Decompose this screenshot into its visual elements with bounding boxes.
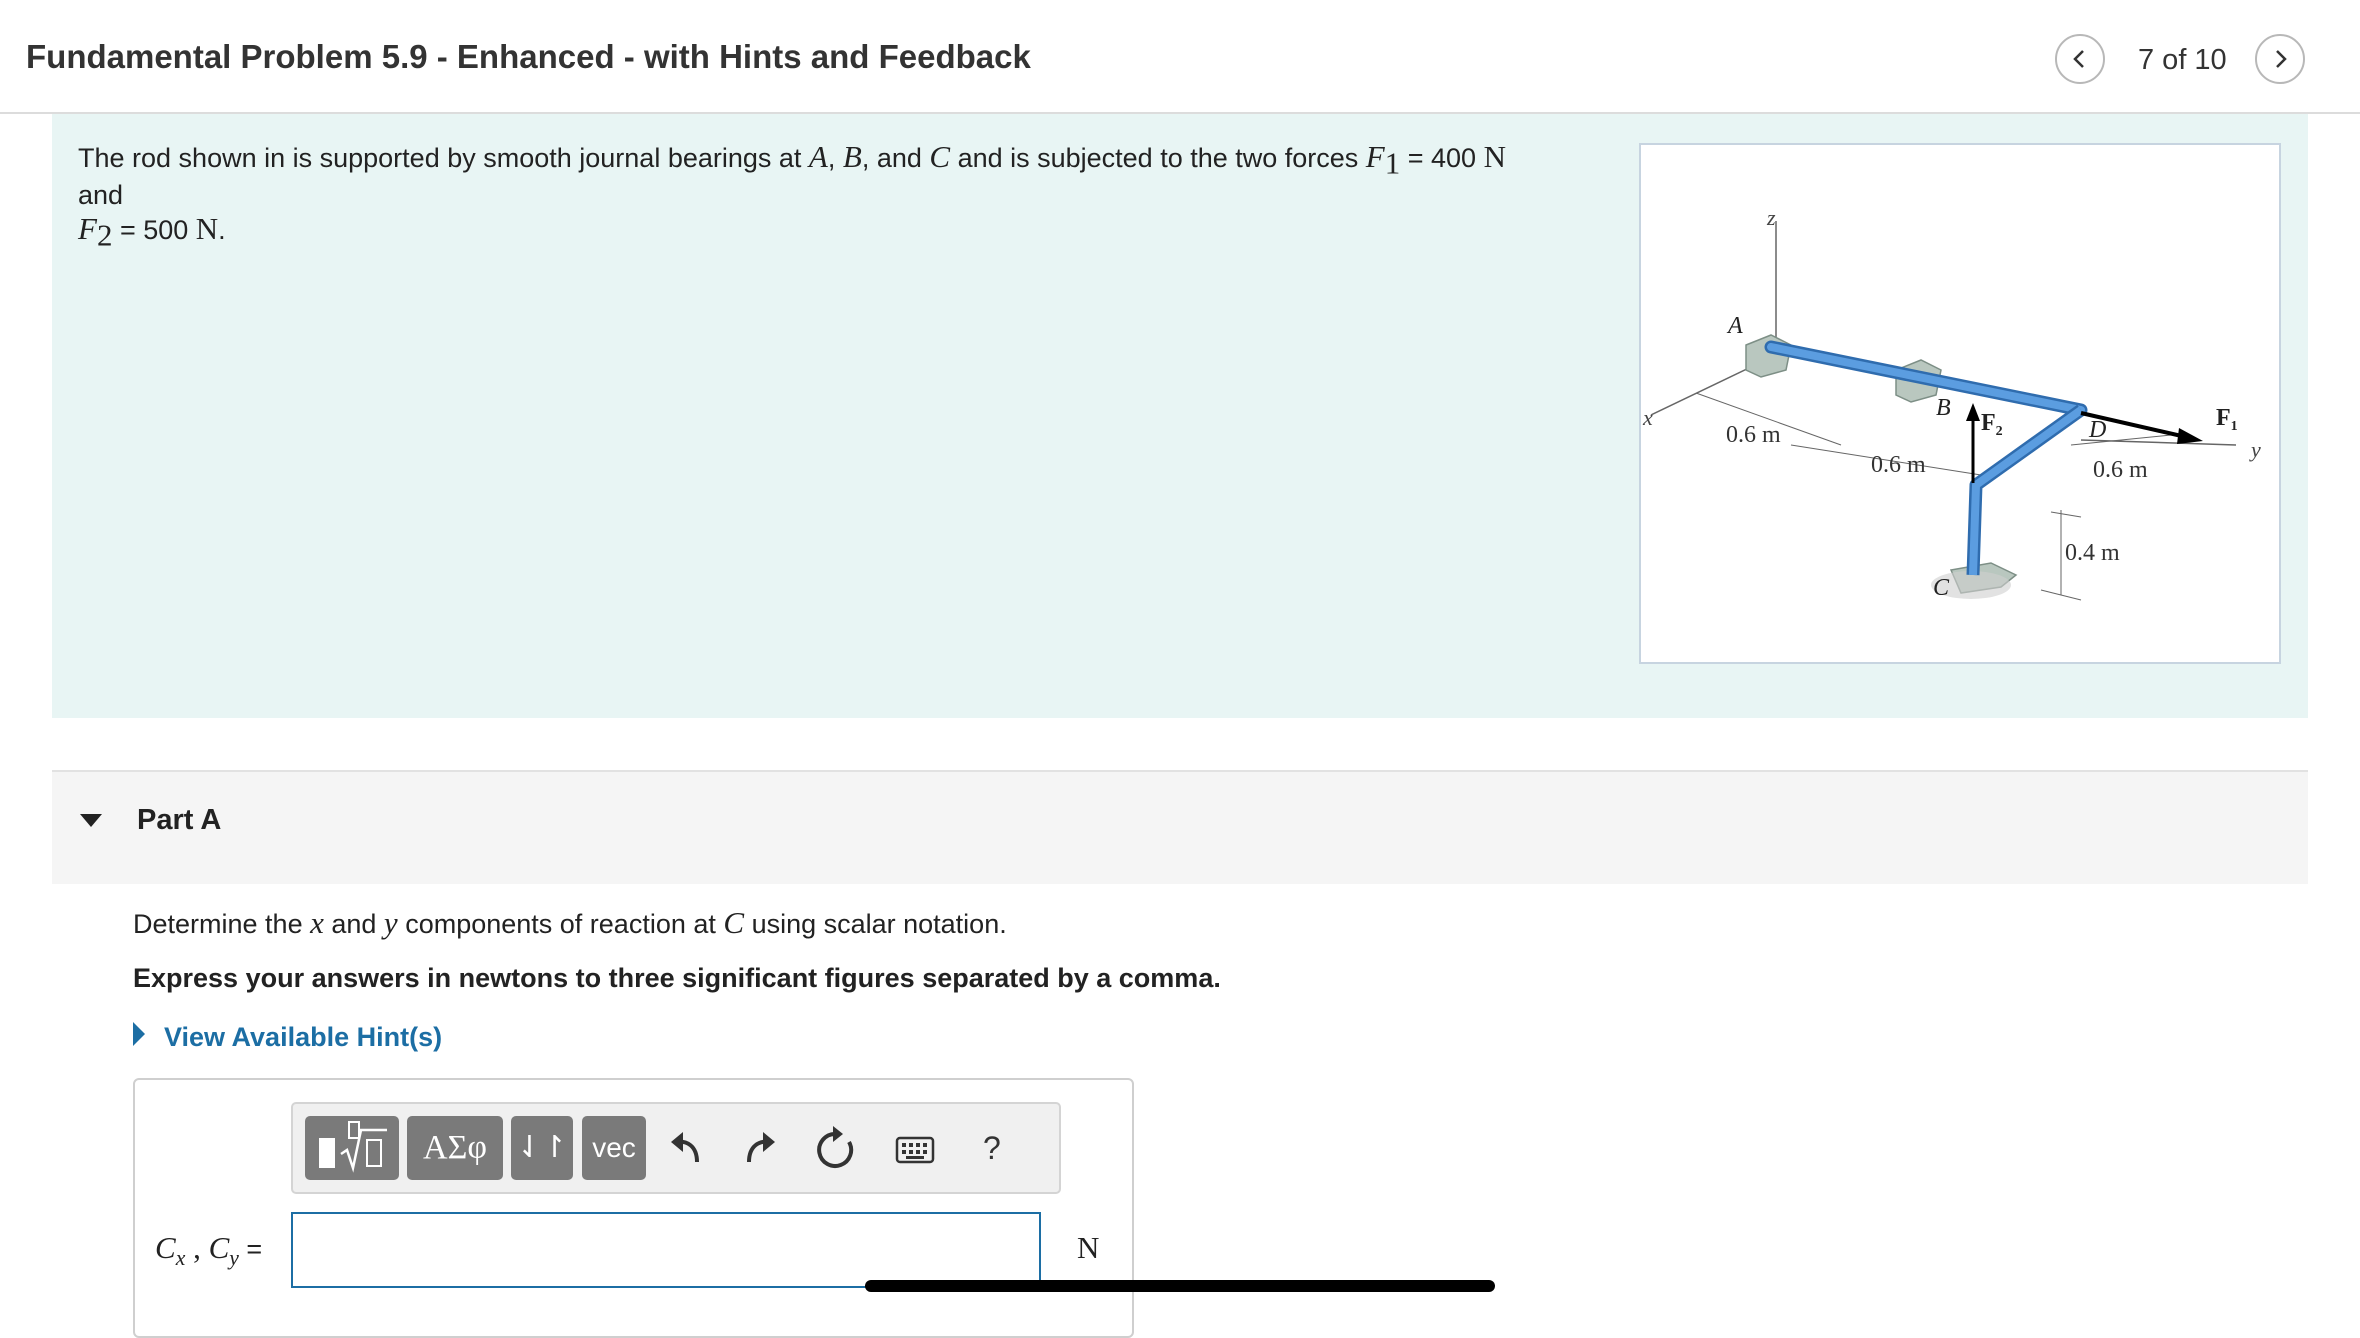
force-f2-label: $F_2$ — [1981, 410, 2003, 439]
subscript-superscript-button[interactable]: ⇃↾ — [511, 1116, 573, 1180]
point-c-label: C — [1933, 575, 1950, 601]
redo-button[interactable] — [741, 1118, 781, 1178]
answer-box — [133, 1078, 1134, 1338]
part-a-toggle[interactable] — [52, 770, 2308, 884]
templates-button[interactable] — [305, 1116, 399, 1180]
x-axis-label: x — [1643, 405, 1653, 430]
caret-down-icon — [80, 814, 102, 827]
problem-statement: The rod shown in is supported by smooth journal bearings at A, B, and C and is subjected to the two forces $F_1 = 400$ N and $F_2 = 500$ N. — [78, 139, 1506, 253]
next-button[interactable] — [2255, 34, 2305, 84]
undo-icon — [665, 1118, 705, 1178]
page-title: Fundamental Problem 5.9 - Enhanced - with Hints and Feedback — [26, 38, 1031, 75]
redo-icon — [741, 1118, 781, 1178]
home-indicator-bar — [865, 1280, 1495, 1292]
answer-input[interactable] — [291, 1212, 1041, 1288]
help-button[interactable]: ? — [983, 1130, 1001, 1166]
point-a-label: A — [1728, 313, 1743, 339]
fraction-root-icon — [309, 1116, 395, 1180]
previous-button[interactable] — [2055, 34, 2105, 84]
rod-diagram — [1641, 145, 2279, 662]
greek-symbols-button[interactable]: ΑΣφ — [407, 1116, 503, 1180]
chevron-left-icon — [2069, 48, 2091, 70]
point-b-label: B — [1936, 395, 1951, 421]
keyboard-icon — [893, 1118, 937, 1178]
problem-figure — [1639, 143, 2281, 664]
dimension-label: 0.6 m — [1871, 452, 1926, 478]
z-axis-label: z — [1767, 205, 1776, 230]
hint-link-label: View Available Hint(s) — [164, 1022, 443, 1052]
problem-intro-panel — [52, 114, 2308, 718]
reset-button[interactable] — [813, 1118, 857, 1178]
dimension-label: 0.6 m — [1726, 422, 1781, 448]
part-title: Part A — [137, 804, 222, 836]
answer-label: $C_x$ , $C_y$ = — [155, 1230, 263, 1271]
header-bar — [0, 0, 2360, 114]
force-f1-label: $F_1$ — [2216, 405, 2238, 434]
answer-instruction: Express your answers in newtons to three significant figures separated by a comma. — [133, 963, 1221, 993]
math-toolbar — [291, 1102, 1061, 1194]
reset-icon — [813, 1118, 857, 1178]
dimension-label: 0.6 m — [2093, 457, 2148, 483]
question-text: Determine the x and y components of reaction at C using scalar notation. — [133, 905, 1007, 940]
y-axis-label: y — [2251, 437, 2261, 462]
unit-label: N — [1077, 1230, 1100, 1265]
point-d-label: D — [2089, 417, 2107, 443]
keyboard-button[interactable] — [893, 1118, 937, 1178]
page-counter: 7 of 10 — [2138, 44, 2227, 76]
caret-right-icon — [133, 1022, 145, 1046]
chevron-right-icon — [2269, 48, 2291, 70]
vector-button[interactable]: vec — [582, 1116, 646, 1180]
dimension-label: 0.4 m — [2065, 540, 2120, 566]
undo-button[interactable] — [665, 1118, 705, 1178]
